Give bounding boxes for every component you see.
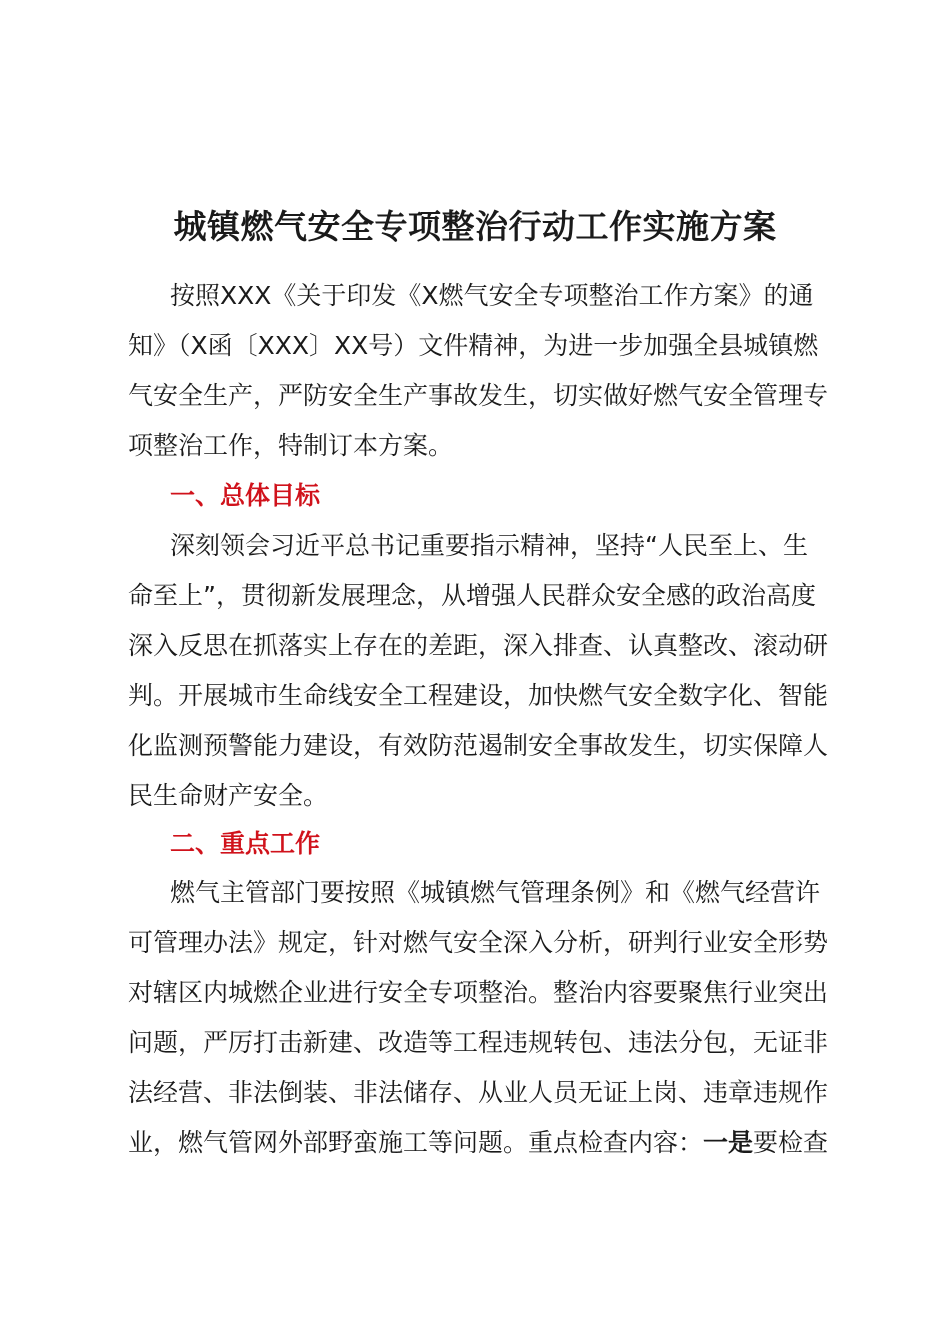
section2-paragraph bbox=[128, 868, 846, 1168]
paragraph-line: 深刻领会习近平总书记重要指示精神，坚持“人民至上、生 bbox=[170, 531, 808, 560]
paragraph-line: 对辖区内城燃企业进行安全专项整治。整治内容要聚焦行业突出 bbox=[128, 978, 829, 1007]
paragraph-line: 化监测预警能力建设，有效防范遏制安全事故发生，切实保障人 bbox=[128, 731, 829, 760]
section-heading-overall-goal: 一、总体目标 bbox=[170, 481, 321, 510]
paragraph-line: 法经营、非法倒装、非法储存、从业人员无证上岗、违章违规作 bbox=[128, 1078, 829, 1107]
paragraph-line: 可管理办法》规定，针对燃气安全深入分析，研判行业安全形势 bbox=[128, 928, 829, 957]
document-title: 城镇燃气安全专项整治行动工作实施方案 bbox=[173, 207, 777, 246]
intro-paragraph bbox=[128, 271, 846, 471]
paragraph-line: 项整治工作，特制订本方案。 bbox=[128, 431, 454, 460]
paragraph-line: 民生命财产安全。 bbox=[128, 781, 329, 810]
paragraph-line: 判。开展城市生命线安全工程建设，加快燃气安全数字化、智能 bbox=[128, 681, 829, 710]
paragraph-line: 问题，严厉打击新建、改造等工程违规转包、违法分包，无证非 bbox=[128, 1028, 829, 1057]
line-text: 业，燃气管网外部野蛮施工等问题。重点检查内容： bbox=[128, 1128, 704, 1157]
paragraph-line-last bbox=[128, 1118, 846, 1168]
section-heading-key-work: 二、重点工作 bbox=[170, 829, 321, 858]
paragraph-line: 燃气主管部门要按照《城镇燃气管理条例》和《燃气经营许 bbox=[170, 878, 821, 907]
paragraph-line: 按照XXX《关于印发《X燃气安全专项整治工作方案》的通 bbox=[170, 281, 814, 310]
paragraph-line: 气安全生产，严防安全生产事故发生，切实做好燃气安全管理专 bbox=[128, 381, 829, 410]
paragraph-line: 命至上”，贯彻新发展理念，从增强人民群众安全感的政治高度 bbox=[128, 581, 816, 610]
paragraph-line: 深入反思在抓落实上存在的差距，深入排查、认真整改、滚动研 bbox=[128, 631, 829, 660]
bold-emphasis: 一是 bbox=[703, 1128, 754, 1157]
section1-paragraph bbox=[128, 521, 846, 821]
line-text: 要检查 bbox=[753, 1128, 829, 1157]
paragraph-line: 知》（X函〔XXX〕XX号）文件精神，为进一步加强全县城镇燃 bbox=[128, 331, 819, 360]
